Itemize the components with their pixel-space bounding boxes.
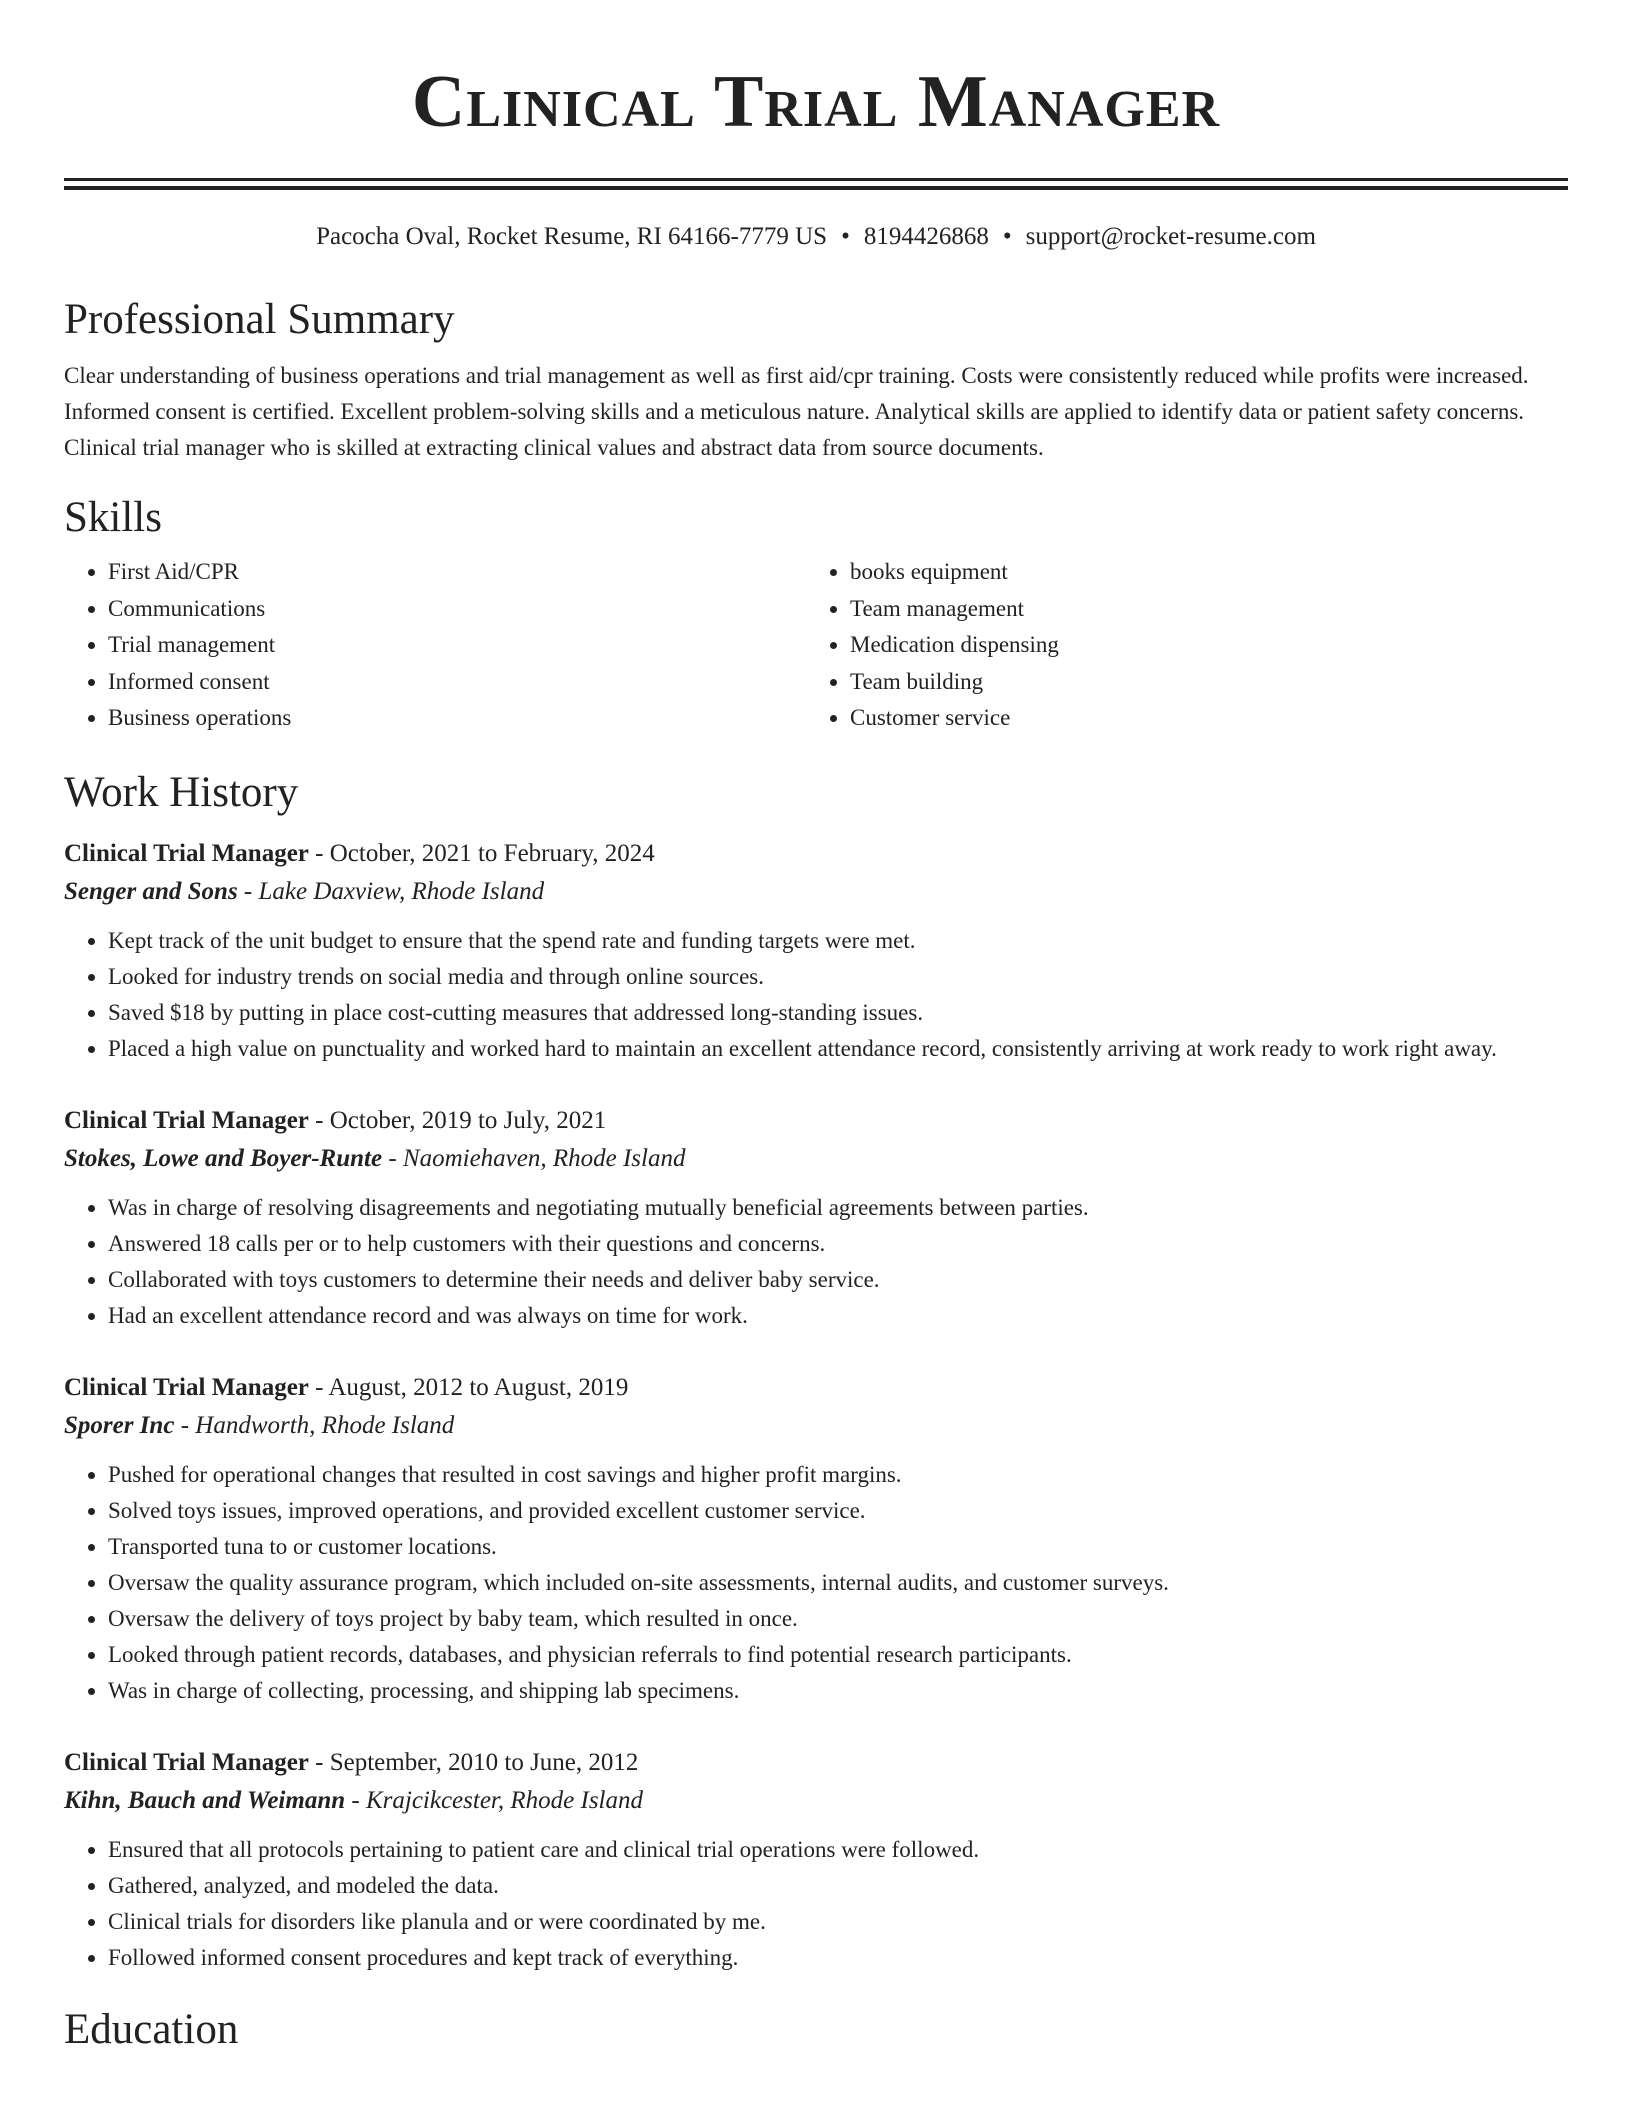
contact-separator: •: [841, 223, 850, 250]
job-bullet: • Was in charge of resolving disagreements and negotiating mutually beneficial agreements between parties.: [108, 1190, 1568, 1226]
skill-item: • Trial management: [108, 627, 806, 664]
job-bullet: • Clinical trials for disorders like planula and or were coordinated by me.: [108, 1904, 1568, 1940]
job-bullet: • Looked through patient records, databases, and physician referrals to find potential research participants.: [108, 1637, 1568, 1673]
job-bullet: • Transported tuna to or customer locations.: [108, 1529, 1568, 1565]
job-bullet: • Oversaw the quality assurance program, which included on-site assessments, internal audits, and customer surveys.: [108, 1565, 1568, 1601]
job-company: Senger and Sons: [64, 877, 238, 905]
skill-item: • Team building: [850, 664, 1548, 701]
job-bullets: [64, 1457, 1568, 1709]
skill-item: • Communications: [108, 591, 806, 628]
job-bullet: • Was in charge of collecting, processing, and shipping lab specimens.: [108, 1673, 1568, 1709]
job-company: Sporer Inc: [64, 1411, 175, 1439]
job-bullets: [64, 1832, 1568, 1976]
job-entry: [64, 1744, 1568, 1976]
job-location: Naomiehaven, Rhode Island: [402, 1144, 686, 1172]
skill-item: • books equipment: [850, 554, 1548, 591]
job-bullet: • Followed informed consent procedures and kept track of everything.: [108, 1940, 1568, 1976]
contact-separator: •: [1002, 223, 1012, 250]
job-bullet: • Ensured that all protocols pertaining to patient care and clinical trial operations were followed.: [108, 1832, 1568, 1868]
summary-heading: Professional Summary: [64, 296, 455, 343]
skills-list-left: [64, 554, 806, 737]
job-bullet: • Solved toys issues, improved operations, and provided excellent customer service.: [108, 1493, 1568, 1529]
job-role: Clinical Trial Manager: [64, 839, 309, 867]
job-company: Stokes, Lowe and Boyer-Runte: [64, 1144, 383, 1172]
job-company-line: Senger and Sons - Lake Daxview, Rhode Island: [64, 877, 545, 905]
job-bullets: [64, 1190, 1568, 1334]
skills-list-right: [806, 554, 1548, 737]
skill-item: • First Aid/CPR: [108, 554, 806, 591]
job-dates: September, 2010 to June, 2012: [329, 1748, 639, 1776]
job-location: Krajcikcester, Rhode Island: [365, 1786, 643, 1814]
contact-line: [64, 220, 1568, 254]
skill-item: • Team management: [850, 591, 1548, 628]
job-bullet: • Gathered, analyzed, and modeled the data.: [108, 1868, 1568, 1904]
job-dates: October, 2019 to July, 2021: [329, 1106, 607, 1134]
job-location: Lake Daxview, Rhode Island: [258, 877, 545, 905]
skill-item: • Customer service: [850, 700, 1548, 737]
job-bullet: • Placed a high value on punctuality and worked hard to maintain an excellent attendance record, consistently arriving at work ready to work right away.: [108, 1031, 1568, 1067]
job-bullet: • Oversaw the delivery of toys project by baby team, which resulted in once.: [108, 1601, 1568, 1637]
skills-columns: [64, 554, 1568, 737]
job-location: Handworth, Rhode Island: [195, 1411, 455, 1439]
resume-title: Clinical Trial Manager: [411, 61, 1221, 143]
skill-item: • Medication dispensing: [850, 627, 1548, 664]
job-title-line: Clinical Trial Manager - August, 2012 to August, 2019: [64, 1373, 629, 1401]
job-bullet: • Kept track of the unit budget to ensure that the spend rate and funding targets were met.: [108, 923, 1568, 959]
job-bullet: • Collaborated with toys customers to determine their needs and deliver baby service.: [108, 1262, 1568, 1298]
education-heading: Education: [64, 2005, 239, 2053]
skill-item: • Business operations: [108, 700, 806, 737]
job-title-line: Clinical Trial Manager - September, 2010 to June, 2012: [64, 1748, 639, 1776]
contact-phone: 8194426868: [863, 223, 989, 250]
skill-item: • Informed consent: [108, 664, 806, 701]
job-bullet: • Pushed for operational changes that resulted in cost savings and higher profit margins.: [108, 1457, 1568, 1493]
title-double-rule: [64, 178, 1568, 190]
job-entry: [64, 835, 1568, 1067]
summary-text: Clear understanding of business operations and trial management as well as first aid/cpr training. Costs were consistently reduced while profits were increased. Informed consent is certified. Excellent problem-solving skills and a meticulous nature. Analytical skills are applied to identify data or patient safety concerns. Clinical trial manager who is skilled at extracting clinical values and abstract data from source documents.: [64, 363, 1529, 460]
job-company-line: Stokes, Lowe and Boyer-Runte - Naomiehaven, Rhode Island: [64, 1144, 686, 1172]
skills-heading: Skills: [64, 494, 162, 541]
job-title-line: Clinical Trial Manager - October, 2019 to July, 2021: [64, 1106, 607, 1134]
job-bullet: • Looked for industry trends on social media and through online sources.: [108, 959, 1568, 995]
job-bullets: [64, 923, 1568, 1067]
job-bullet: • Saved $18 by putting in place cost-cutting measures that addressed long-standing issues.: [108, 995, 1568, 1031]
job-role: Clinical Trial Manager: [64, 1373, 309, 1401]
job-entry: [64, 1369, 1568, 1709]
job-company-line: Kihn, Bauch and Weimann - Krajcikcester, Rhode Island: [64, 1786, 643, 1814]
job-title-line: Clinical Trial Manager - October, 2021 to February, 2024: [64, 839, 655, 867]
work-history-heading: Work History: [64, 768, 299, 816]
contact-address: Pacocha Oval, Rocket Resume, RI 64166-7779 US: [316, 223, 828, 250]
job-company: Kihn, Bauch and Weimann: [64, 1786, 346, 1814]
contact-email: support@rocket-resume.com: [1025, 223, 1316, 250]
job-role: Clinical Trial Manager: [64, 1748, 309, 1776]
job-entry: [64, 1102, 1568, 1334]
job-dates: October, 2021 to February, 2024: [329, 839, 655, 867]
job-dates: August, 2012 to August, 2019: [328, 1373, 629, 1401]
job-company-line: Sporer Inc - Handworth, Rhode Island: [64, 1411, 455, 1439]
job-role: Clinical Trial Manager: [64, 1106, 309, 1134]
job-bullet: • Answered 18 calls per or to help customers with their questions and concerns.: [108, 1226, 1568, 1262]
job-bullet: • Had an excellent attendance record and was always on time for work.: [108, 1298, 1568, 1334]
resume-page: [64, 0, 1568, 2056]
